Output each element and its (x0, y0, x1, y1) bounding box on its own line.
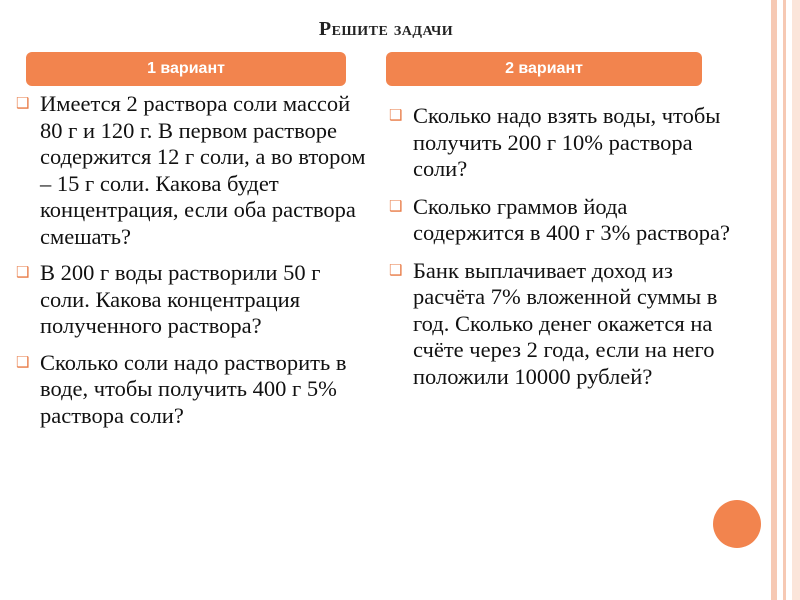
slide-title: Решите задачи (318, 18, 454, 40)
variant-1-header: 1 вариант (26, 52, 346, 86)
variant-2-header: 2 вариант (386, 52, 702, 86)
hollow-bullet-icon: ❑ (16, 354, 30, 371)
task-text: Имеется 2 раствора соли массой 80 г и 120 г. В первом растворе содержится 12 г соли, а во втором – 15 г соли. Какова будет концентрация, если оба раствора смешать? (40, 91, 366, 249)
hollow-bullet-icon: ❑ (389, 198, 403, 215)
hollow-bullet-icon: ❑ (16, 265, 30, 281)
decorative-stripe (792, 0, 800, 600)
decorative-circle (713, 500, 761, 548)
task-item (14, 350, 374, 430)
hollow-bullet-icon: ❑ (16, 96, 30, 112)
task-item (387, 258, 737, 391)
task-item (14, 260, 374, 340)
task-item (387, 103, 737, 183)
task-item (14, 91, 374, 250)
task-text: В 200 г воды растворили 50 г соли. Какова концентрация полученного раствора? (40, 260, 321, 338)
variant-1-task-list (14, 91, 374, 439)
decorative-stripe (783, 0, 786, 600)
task-item (387, 194, 737, 247)
task-text: Сколько граммов йода содержится в 400 г 3% раствора? (413, 193, 731, 245)
task-text: Сколько надо взять воды, чтобы получить 200 г 10% раствора соли? (413, 103, 721, 181)
task-text: Банк выплачивает доход из расчёта 7% вложенной суммы в год. Сколько денег окажется на счёте через 2 года, если на него положили 10000 рублей? (413, 257, 718, 389)
hollow-bullet-icon: ❑ (389, 262, 403, 279)
hollow-bullet-icon: ❑ (389, 108, 403, 124)
variant-2-task-list (387, 103, 737, 401)
decorative-stripe (771, 0, 777, 600)
task-text: Сколько соли надо растворить в воде, чтобы получить 400 г 5% раствора соли? (40, 349, 347, 428)
